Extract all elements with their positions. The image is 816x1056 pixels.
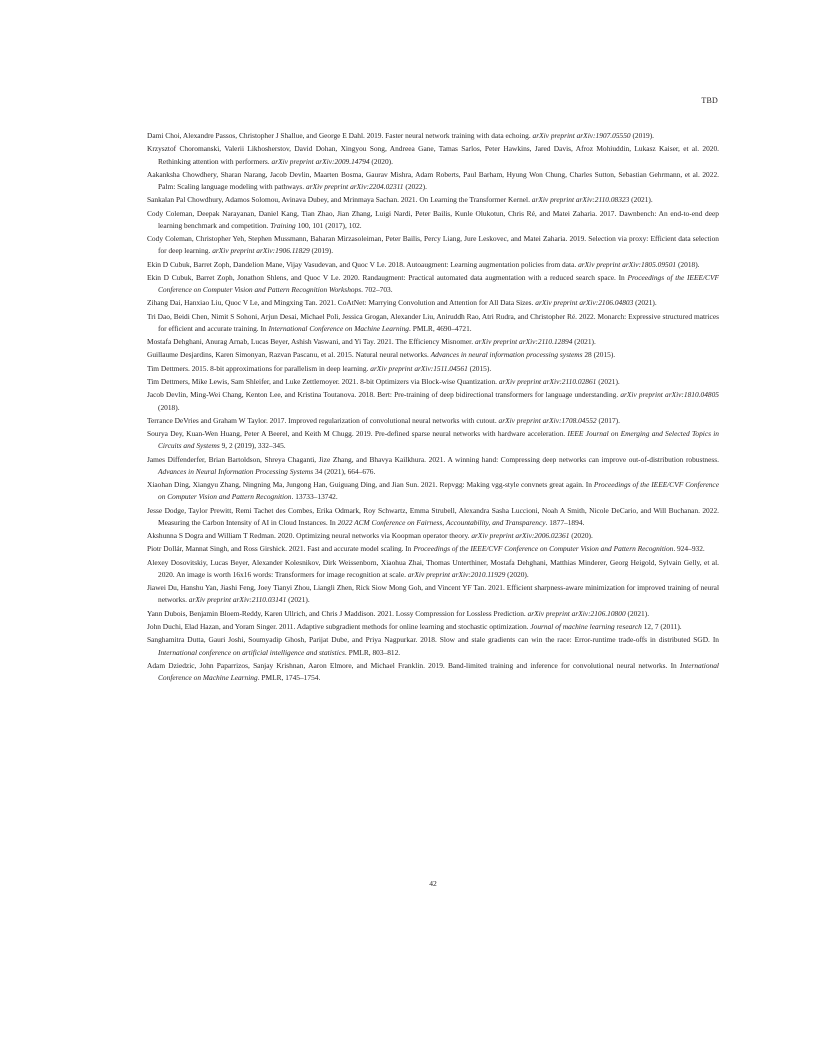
- reference-text: Sanghamitra Dutta, Gauri Joshi, Soumyadip Ghosh, Parijat Dube, and Priya Nagpurkar. 2018. Slow and stale gradients can win the race: Error-runtime trade-offs in distributed SGD. In: [147, 635, 719, 645]
- reference-text: . 1877–1894.: [545, 517, 585, 527]
- reference-entry: [147, 608, 719, 620]
- reference-venue: arXiv preprint arXiv:2010.11929: [407, 569, 506, 579]
- reference-entry: [147, 311, 719, 335]
- reference-entry: [147, 479, 719, 503]
- reference-entry: [147, 415, 719, 427]
- reference-entry: [147, 428, 719, 452]
- reference-text: John Duchi, Elad Hazan, and Yoram Singer. 2011. Adaptive subgradient methods for online learning and stochastic optimization.: [147, 622, 531, 632]
- reference-text: Ekin D Cubuk, Barret Zoph, Dandelion Mane, Vijay Vasudevan, and Quoc V Le. 2018. Autoaugment: Learning augmentation policies from data.: [147, 259, 579, 269]
- reference-text: Ekin D Cubuk, Barret Zoph, Jonathon Shlens, and Quoc V Le. 2020. Randaugment: Practical automated data augmentation with a reduced search space. In: [147, 272, 628, 282]
- reference-venue: Proceedings of the IEEE/CVF Conference on Computer Vision and Pattern Recognition Workshops: [158, 272, 719, 295]
- reference-text: Aakanksha Chowdhery, Sharan Narang, Jacob Devlin, Maarten Bosma, Gaurav Mishra, Adam Roberts, Paul Barham, Hyung Won Chung, Charles Sutton, Sebastian Gehrmann, et al. 2022. Palm: Scaling language modeling with pathways.: [147, 169, 719, 191]
- reference-entry: [147, 297, 719, 309]
- reference-text: Yann Dubois, Benjamin Bloem-Reddy, Karen Ullrich, and Chris J Maddison. 2021. Lossy Compression for Lossless Prediction.: [147, 608, 528, 618]
- reference-text: (2021).: [625, 608, 650, 618]
- reference-text: Sourya Dey, Kuan-Wen Huang, Peter A Beerel, and Keith M Chugg. 2019. Pre-defined sparse neural networks with hardware acceleration.: [147, 429, 568, 439]
- reference-entry: [147, 363, 719, 375]
- reference-text: Mostafa Dehghani, Anurag Arnab, Lucas Beyer, Ashish Vaswani, and Yi Tay. 2021. The Efficiency Misnomer.: [147, 337, 475, 347]
- reference-venue: arXiv preprint arXiv:2110.03141: [188, 595, 287, 605]
- reference-entry: [147, 454, 719, 478]
- reference-venue: International Conference on Machine Learning: [158, 660, 719, 683]
- reference-entry: [147, 621, 719, 633]
- reference-text: 12, 7 (2011).: [641, 622, 682, 632]
- reference-text: (2020).: [369, 156, 393, 166]
- running-header: TBD: [701, 96, 718, 105]
- reference-venue: arXiv preprint arXiv:1708.04552: [498, 415, 597, 425]
- reference-venue: arXiv preprint arXiv:2110.08323: [531, 195, 630, 205]
- reference-venue: arXiv preprint arXiv:2106.10800: [527, 608, 626, 618]
- reference-entry: [147, 272, 719, 296]
- reference-text: Terrance DeVries and Graham W Taylor. 2017. Improved regularization of convolutional neural networks with cutout.: [147, 415, 499, 425]
- reference-entry: [147, 389, 719, 413]
- reference-venue: arXiv preprint arXiv:1805.09501: [578, 259, 677, 269]
- reference-venue: arXiv preprint arXiv:1511.04561: [370, 363, 468, 373]
- reference-text: 9, 2 (2019), 332–345.: [219, 441, 286, 451]
- reference-venue: Journal of machine learning research: [530, 622, 642, 632]
- reference-text: (2022).: [403, 182, 427, 191]
- reference-text: Cody Coleman, Deepak Narayanan, Daniel Kang, Tian Zhao, Jian Zhang, Luigi Nardi, Peter Bailis, Kunle Olukotun, Chris Ré, and Matei Zaharia. 2017. Dawnbench: An end-to-end deep learning benchmark and competition.: [147, 208, 719, 230]
- reference-text: Dami Choi, Alexandre Passos, Christopher J Shallue, and George E Dahl. 2019. Faster neural network training with data echoing.: [147, 131, 533, 140]
- reference-text: (2017).: [596, 415, 620, 425]
- reference-entry: [147, 582, 719, 606]
- reference-text: Tri Dao, Beidi Chen, Nimit S Sohoni, Arjun Desai, Michael Poli, Jessica Grogan, Alexander Liu, Aniruddh Rao, Atri Rudra, and Christopher Ré. 2022. Monarch: Expressive structured matrices for efficient and accurate training. In: [147, 311, 719, 333]
- reference-text: (2019).: [630, 131, 655, 140]
- reference-text: 28 (2015).: [582, 350, 616, 360]
- reference-text: Akshunna S Dogra and William T Redman. 2020. Optimizing neural networks via Koopman operator theory.: [147, 531, 472, 541]
- reference-venue: International conference on artificial intelligence and statistics: [158, 647, 345, 657]
- reference-venue: IEEE Journal on Emerging and Selected Topics in Circuits and Systems: [158, 429, 719, 451]
- reference-text: (2021).: [629, 195, 653, 205]
- reference-entry: [147, 660, 719, 684]
- reference-text: . PMLR, 803–812.: [344, 647, 401, 657]
- references-list: [147, 130, 719, 685]
- reference-venue: arXiv preprint arXiv:1810.04805: [620, 390, 719, 400]
- reference-entry: [147, 349, 719, 361]
- reference-text: (2020).: [569, 531, 593, 541]
- reference-text: Tim Dettmers, Mike Lewis, Sam Shleifer, and Luke Zettlemoyer. 2021. 8-bit Optimizers via Block-wise Quantization.: [147, 377, 499, 387]
- reference-text: Sankalan Pal Chowdhury, Adamos Solomou, Avinava Dubey, and Mrinmaya Sachan. 2021. On Learning the Transformer Kernel.: [147, 195, 532, 205]
- reference-text: Zihang Dai, Hanxiao Liu, Quoc V Le, and Mingxing Tan. 2021. CoAtNet: Marrying Convolution and Attention for All Data Sizes.: [147, 298, 536, 308]
- reference-text: (2018).: [158, 402, 180, 412]
- reference-text: (2021).: [286, 595, 310, 605]
- reference-text: (2020).: [505, 569, 529, 579]
- reference-entry: [147, 543, 719, 555]
- reference-text: Alexey Dosovitskiy, Lucas Beyer, Alexander Kolesnikov, Dirk Weissenborn, Xiaohua Zhai, Thomas Unterthiner, Mostafa Dehghani, Matthias Minderer, Georg Heigold, Sylvain Gelly, et al. 2020. An image is worth 16x16 words: Transformers for image recognition at scale.: [147, 557, 719, 579]
- reference-entry: [147, 208, 719, 232]
- reference-text: . 702–703.: [361, 285, 393, 295]
- reference-text: Jacob Devlin, Ming-Wei Chang, Kenton Lee, and Kristina Toutanova. 2018. Bert: Pre-training of deep bidirectional transformers for language understanding.: [147, 390, 621, 400]
- reference-venue: 2022 ACM Conference on Fairness, Accountability, and Transparency: [337, 517, 546, 527]
- reference-text: . 13733–13742.: [291, 492, 338, 502]
- reference-venue: arXiv preprint arXiv:2009.14794: [271, 156, 370, 166]
- reference-text: Piotr Dollár, Mannat Singh, and Ross Girshick. 2021. Fast and accurate model scaling. In: [147, 544, 414, 554]
- reference-text: 34 (2021), 664–676.: [313, 466, 376, 476]
- reference-entry: [147, 557, 719, 581]
- reference-entry: [147, 194, 719, 206]
- reference-entry: [147, 530, 719, 542]
- reference-text: Krzysztof Choromanski, Valerii Likhosherstov, David Dohan, Xingyou Song, Andreea Gane, Tamas Sarlos, Peter Hawkins, Jared Davis, Afroz Mohiuddin, Lukasz Kaiser, et al. 2020. Rethinking attention with performers.: [147, 144, 719, 166]
- page-number: 42: [429, 879, 437, 888]
- reference-venue: arXiv preprint arXiv:1907.05550: [532, 131, 631, 140]
- reference-text: Tim Dettmers. 2015. 8-bit approximations for parallelism in deep learning.: [147, 363, 371, 373]
- reference-venue: arXiv preprint arXiv:1906.11829: [212, 246, 310, 256]
- reference-text: Cody Coleman, Christopher Yeh, Stephen Mussmann, Baharan Mirzasoleiman, Peter Bailis, Percy Liang, Jure Leskovec, and Matei Zaharia. 2019. Selection via proxy: Efficient data selection for deep learning.: [147, 234, 719, 256]
- reference-entry: [147, 169, 719, 193]
- reference-entry: [147, 143, 719, 167]
- reference-text: Guillaume Desjardins, Karen Simonyan, Razvan Pascanu, et al. 2015. Natural neural networks.: [147, 350, 431, 360]
- reference-venue: arXiv preprint arXiv:2110.12894: [474, 337, 573, 347]
- reference-text: (2021).: [572, 337, 596, 347]
- reference-text: 100, 101 (2017), 102.: [295, 220, 362, 230]
- reference-text: . PMLR, 4690–4721.: [409, 323, 472, 333]
- reference-entry: [147, 376, 719, 388]
- reference-text: . 924–932.: [673, 544, 705, 554]
- reference-venue: International Conference on Machine Learning: [268, 323, 410, 333]
- reference-venue: Advances in neural information processing systems: [430, 350, 583, 360]
- reference-venue: arXiv preprint arXiv:2204.02311: [306, 182, 404, 191]
- reference-text: (2021).: [596, 377, 620, 387]
- reference-venue: arXiv preprint arXiv:2006.02361: [471, 531, 570, 541]
- reference-text: Jesse Dodge, Taylor Prewitt, Remi Tachet des Combes, Erika Odmark, Roy Schwartz, Emma Strubell, Alexandra Sasha Luccioni, Noah A Smith, Nicole DeCario, and Will Buchanan. 2022. Measuring the Carbon Intensity of AI in Cloud Instances. In: [147, 505, 719, 527]
- reference-entry: [147, 130, 719, 142]
- reference-text: (2018).: [676, 259, 700, 269]
- reference-venue: arXiv preprint arXiv:2106.04803: [535, 298, 634, 308]
- reference-entry: [147, 634, 719, 658]
- reference-text: Jiawei Du, Hanshu Yan, Jiashi Feng, Joey Tianyi Zhou, Liangli Zhen, Rick Siow Mong Goh, and Vincent YF Tan. 2021. Efficient sharpness-aware minimization for improved training of neural networks.: [147, 583, 719, 605]
- reference-text: James Diffenderfer, Brian Bartoldson, Shreya Chaganti, Jize Zhang, and Bhavya Kailkhura. 2021. A winning hand: Compressing deep networks can improve out-of-distribution robustness.: [147, 454, 719, 464]
- reference-entry: [147, 233, 719, 257]
- reference-venue: Proceedings of the IEEE/CVF Conference on Computer Vision and Pattern Recognition: [413, 544, 674, 554]
- reference-venue: arXiv preprint arXiv:2110.02861: [498, 377, 597, 387]
- reference-venue: Advances in Neural Information Processing Systems: [158, 466, 314, 476]
- reference-text: (2021).: [633, 298, 657, 308]
- reference-entry: [147, 259, 719, 271]
- reference-text: Adam Dziedzic, John Paparrizos, Sanjay Krishnan, Aaron Elmore, and Michael Franklin. 2019. Band-limited training and inference for convolutional neural networks. In: [147, 660, 680, 670]
- reference-text: Xiaohan Ding, Xiangyu Zhang, Ningning Ma, Jungong Han, Guiguang Ding, and Jian Sun. 2021. Repvgg: Making vgg-style convnets great again. In: [147, 480, 594, 490]
- reference-entry: [147, 336, 719, 348]
- reference-entry: [147, 505, 719, 529]
- reference-text: (2019).: [309, 246, 334, 256]
- reference-text: (2015).: [467, 363, 492, 373]
- reference-venue: Training: [270, 220, 296, 230]
- reference-venue: Proceedings of the IEEE/CVF Conference on Computer Vision and Pattern Recognition: [158, 480, 719, 502]
- reference-text: . PMLR, 1745–1754.: [257, 673, 321, 683]
